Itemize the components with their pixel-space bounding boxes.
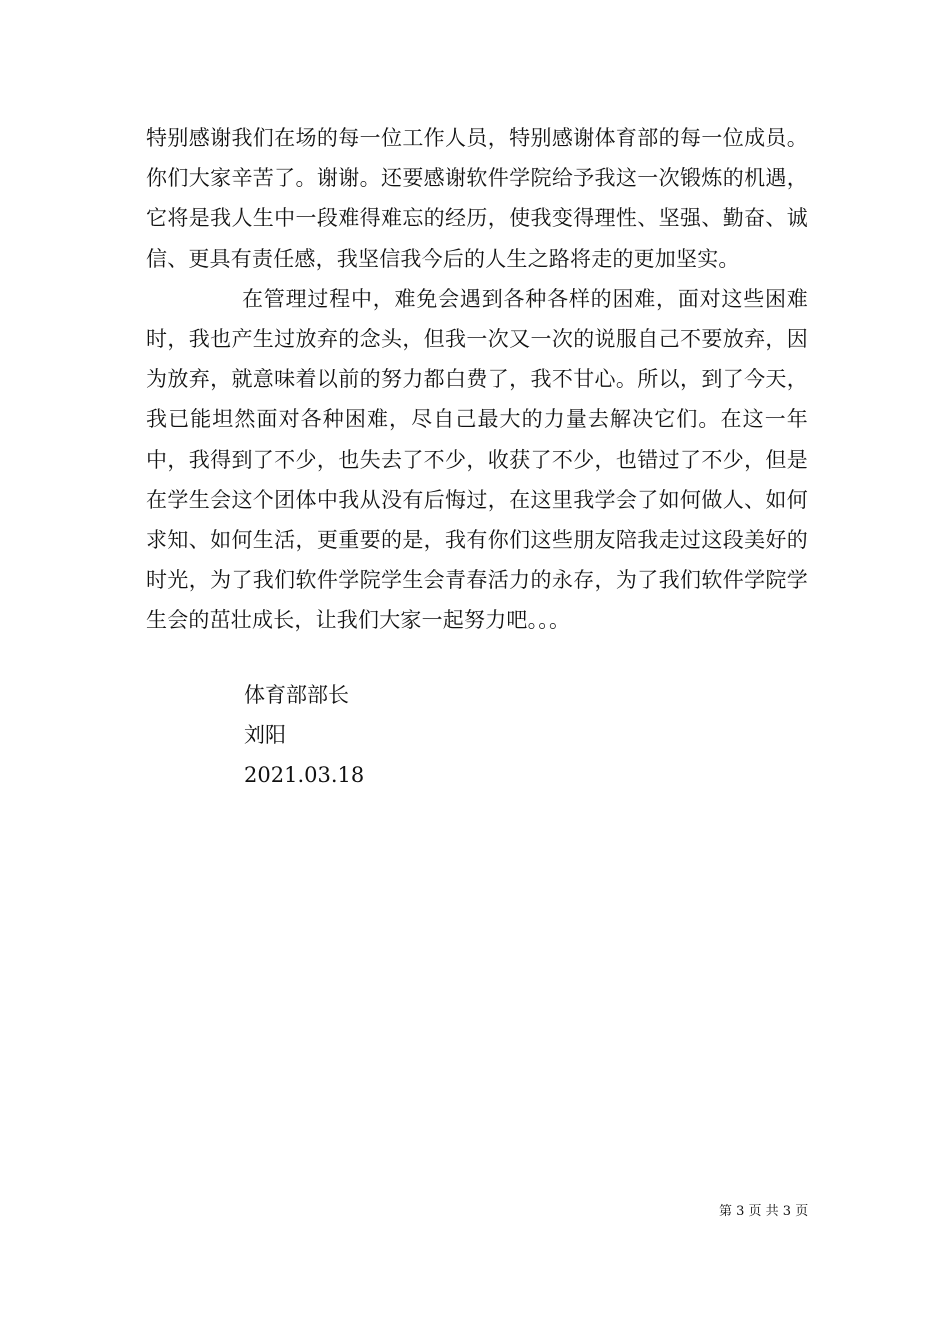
paragraph-thanks: 特别感谢我们在场的每一位工作人员，特别感谢体育部的每一位成员。你们大家辛苦了。谢谢。还要感谢软件学院给予我这一次锻炼的机遇，它将是我人生中一段难得难忘的经历，使我变得理性、坚强、勤奋、诚信、更具有责任感，我坚信我今后的人生之路将走的更加坚实。 — [146, 126, 808, 271]
signature-name: 刘阳 — [244, 723, 286, 748]
letter-body — [146, 118, 808, 641]
page-number-footer: 第 3 页 共 3 页 — [719, 1204, 809, 1219]
signature-date: 2021.03.18 — [244, 763, 365, 788]
signature-block — [244, 675, 364, 796]
signature-title: 体育部部长 — [244, 683, 349, 707]
paragraph-reflection: 在管理过程中，难免会遇到各种各样的困难，面对这些困难时，我也产生过放弃的念头，但我一次又一次的说服自己不要放弃，因为放弃，就意味着以前的努力都白费了，我不甘心。所以，到了今天，我已能坦然面对各种困难，尽自己最大的力量去解决它们。在这一年中，我得到了不少，也失去了不少，收获了不少，也错过了不少，但是在学生会这个团体中我从没有后悔过，在这里我学会了如何做人、如何求知、如何生活，更重要的是，我有你们这些朋友陪我走过这段美好的时光，为了我们软件学院学生会青春活力的永存，为了我们软件学院学生会的茁壮成长，让我们大家一起努力吧。。。 — [146, 286, 808, 633]
